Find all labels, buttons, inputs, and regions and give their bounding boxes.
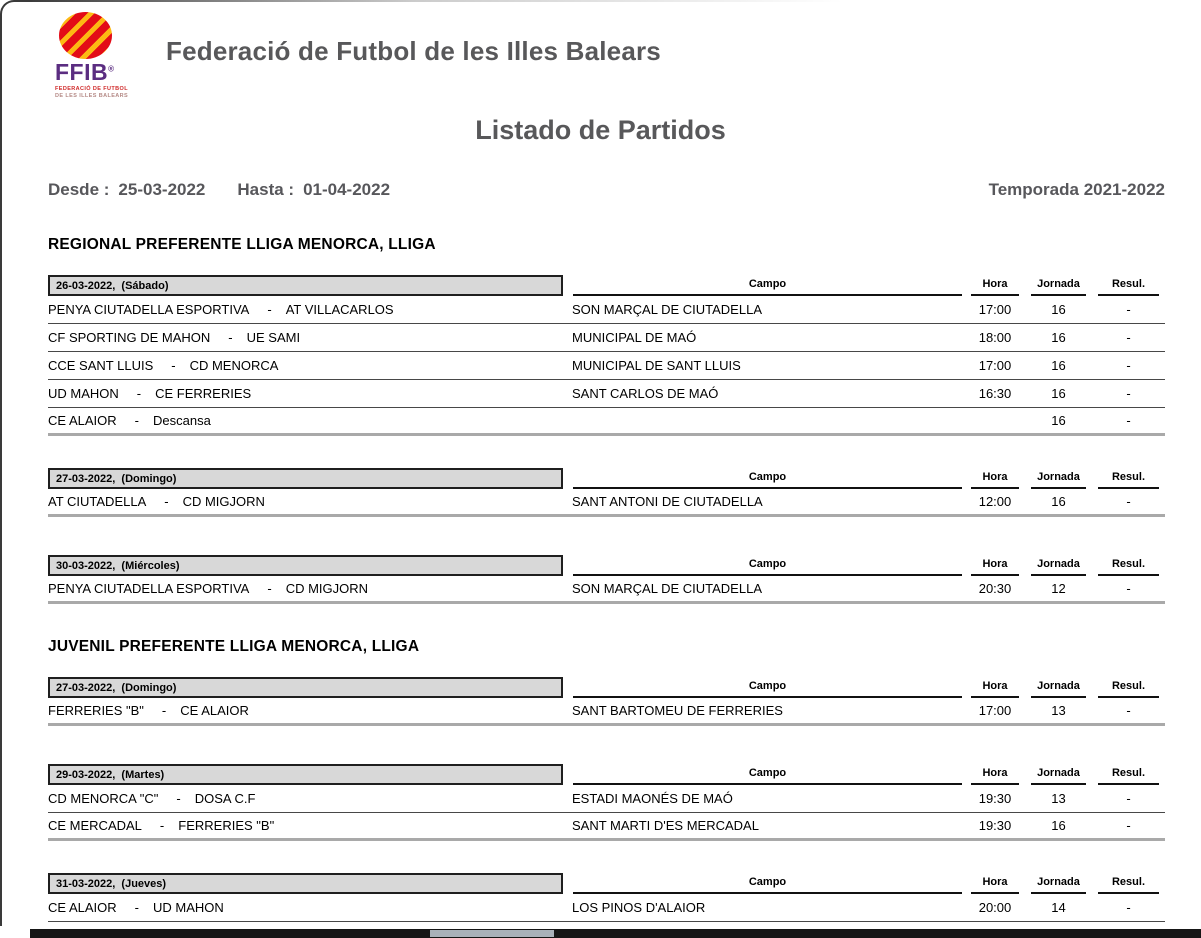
column-header-resul: Resul. (1098, 275, 1159, 296)
away-team: UE SAMI (246, 330, 301, 345)
date-label: 27-03-2022, (Domingo) (56, 472, 177, 485)
match-cell (48, 413, 570, 428)
away-team: UD MAHON (152, 900, 224, 915)
home-team: CE MERCADAL (48, 818, 142, 833)
date-label: 27-03-2022, (Domingo) (56, 681, 177, 694)
home-team: CE ALAIOR (48, 413, 117, 428)
jornada-cell: 13 (1051, 703, 1066, 718)
league-title-juvenil: JUVENIL PREFERENTE LLIGA MENORCA, LLIGA (48, 638, 420, 655)
column-header-resul: Resul. (1098, 555, 1159, 576)
match-cell (48, 900, 570, 915)
column-header-jornada: Jornada (1031, 275, 1086, 296)
table-header (48, 873, 1165, 894)
league-title-regional: REGIONAL PREFERENTE LLIGA MENORCA, LLIGA (48, 236, 436, 253)
hora-cell: 17:00 (978, 302, 1012, 317)
hora-cell: 16:30 (978, 386, 1012, 401)
vs-dash: - (134, 900, 139, 915)
match-row (48, 408, 1165, 436)
jornada-cell: 16 (1051, 386, 1066, 401)
match-cell (48, 703, 570, 718)
home-team: CF SPORTING DE MAHON (48, 330, 211, 345)
column-header-resul: Resul. (1098, 677, 1159, 698)
away-team: AT VILLACARLOS (285, 302, 394, 317)
away-team: CE ALAIOR (180, 703, 249, 718)
hora-cell: 20:30 (978, 581, 1012, 596)
date-label: 26-03-2022, (Sábado) (56, 279, 169, 292)
date-range-row (48, 180, 1165, 200)
vs-dash: - (267, 302, 272, 317)
ffib-logo-line1: FEDERACIÓ DE FUTBOL (55, 86, 128, 92)
date-header (48, 275, 563, 296)
resul-cell: - (1126, 358, 1131, 373)
column-header-jornada: Jornada (1031, 468, 1086, 489)
home-team: FERRERIES "B" (48, 703, 144, 718)
resul-cell: - (1126, 413, 1131, 428)
page-border-corner (0, 0, 32, 32)
match-row (48, 785, 1165, 813)
vs-dash: - (159, 818, 165, 833)
away-team: CE FERRERIES (155, 386, 252, 401)
resul-cell: - (1126, 302, 1131, 317)
resul-cell: - (1126, 330, 1131, 345)
resul-cell: - (1126, 900, 1131, 915)
home-team: CCE SANT LLUIS (48, 358, 154, 373)
hora-cell: 12:00 (978, 494, 1012, 509)
match-row (48, 324, 1165, 352)
date-header (48, 677, 563, 698)
match-cell (48, 330, 570, 345)
column-header-campo: Campo (573, 677, 962, 698)
match-table (48, 468, 1165, 517)
resul-cell: - (1126, 703, 1131, 718)
home-team: CE ALAIOR (48, 900, 117, 915)
column-header-campo: Campo (573, 555, 962, 576)
match-row (48, 894, 1165, 922)
page-border-top (26, 0, 886, 2)
column-header-hora: Hora (971, 468, 1019, 489)
date-label: 31-03-2022, (Jueves) (56, 877, 167, 890)
column-header-resul: Resul. (1098, 468, 1159, 489)
campo-cell: SANT MARTI D'ES MERCADAL (572, 818, 759, 833)
jornada-cell: 16 (1051, 494, 1066, 509)
vs-dash: - (228, 330, 233, 345)
match-cell (48, 302, 570, 317)
campo-cell: SANT ANTONI DE CIUTADELLA (572, 494, 763, 509)
document-body (48, 180, 1165, 922)
column-header-jornada: Jornada (1031, 555, 1086, 576)
column-header-campo: Campo (573, 764, 962, 785)
away-team: CD MIGJORN (182, 494, 265, 509)
horizontal-scrollbar-thumb[interactable] (430, 930, 554, 937)
column-header-hora: Hora (971, 275, 1019, 296)
column-header-resul: Resul. (1098, 873, 1159, 894)
match-row (48, 380, 1165, 408)
home-team: PENYA CIUTADELLA ESPORTIVA (48, 302, 250, 317)
match-row (48, 698, 1165, 726)
date-range (48, 180, 390, 200)
hora-cell: 17:00 (978, 703, 1012, 718)
jornada-cell: 13 (1051, 791, 1066, 806)
match-table (48, 555, 1165, 604)
table-header (48, 275, 1165, 296)
column-header-hora: Hora (971, 677, 1019, 698)
hora-cell: 19:30 (978, 791, 1012, 806)
vs-dash: - (164, 494, 169, 509)
resul-cell: - (1126, 581, 1131, 596)
column-header-campo: Campo (573, 873, 962, 894)
match-row (48, 813, 1165, 841)
horizontal-scrollbar-track[interactable] (30, 929, 1201, 938)
column-header-campo: Campo (573, 468, 962, 489)
campo-cell: MUNICIPAL DE MAÓ (572, 330, 697, 345)
document-title: Listado de Partidos (475, 115, 726, 145)
vs-dash: - (134, 413, 139, 428)
ffib-logo (55, 12, 130, 99)
away-team: CD MENORCA (189, 358, 279, 373)
date-header (48, 764, 563, 785)
match-row (48, 489, 1165, 517)
date-label: 30-03-2022, (Miércoles) (56, 559, 180, 572)
hasta-label: Hasta : (237, 180, 295, 199)
resul-cell: - (1126, 494, 1131, 509)
jornada-cell: 16 (1051, 358, 1066, 373)
campo-cell: SANT CARLOS DE MAÓ (572, 386, 719, 401)
match-cell (48, 818, 570, 833)
match-cell (48, 386, 570, 401)
match-table (48, 677, 1165, 726)
desde-label: Desde : (48, 180, 110, 199)
date-header-cell (48, 677, 570, 698)
ffib-acronym (55, 61, 130, 84)
home-team: PENYA CIUTADELLA ESPORTIVA (48, 581, 250, 596)
desde-value: 25-03-2022 (118, 180, 206, 199)
match-row (48, 296, 1165, 324)
vs-dash: - (267, 581, 272, 596)
column-header-jornada: Jornada (1031, 677, 1086, 698)
page-border-left (0, 26, 2, 926)
resul-cell: - (1126, 818, 1131, 833)
date-header-cell (48, 873, 570, 894)
date-header-cell (48, 764, 570, 785)
vs-dash: - (171, 358, 176, 373)
date-header (48, 873, 563, 894)
jornada-cell: 16 (1051, 330, 1066, 345)
ffib-acronym-text: FFIB (55, 59, 109, 85)
campo-cell: SON MARÇAL DE CIUTADELLA (572, 302, 762, 317)
vs-dash: - (136, 386, 142, 401)
column-header-jornada: Jornada (1031, 764, 1086, 785)
home-team: AT CIUTADELLA (48, 494, 147, 509)
table-header (48, 555, 1165, 576)
column-header-campo: Campo (573, 275, 962, 296)
column-header-resul: Resul. (1098, 764, 1159, 785)
home-team: CD MENORCA "C" (48, 791, 159, 806)
table-header (48, 677, 1165, 698)
match-table (48, 873, 1165, 922)
campo-cell: LOS PINOS D'ALAIOR (572, 900, 706, 915)
campo-cell: SANT BARTOMEU DE FERRERIES (572, 703, 783, 718)
column-header-hora: Hora (971, 555, 1019, 576)
table-header (48, 468, 1165, 489)
match-row (48, 576, 1165, 604)
jornada-cell: 16 (1051, 818, 1066, 833)
jornada-cell: 14 (1051, 900, 1066, 915)
column-header-hora: Hora (971, 764, 1019, 785)
jornada-cell: 16 (1051, 302, 1066, 317)
date-header-cell (48, 275, 570, 296)
temporada-label: Temporada 2021-2022 (988, 180, 1165, 199)
campo-cell: MUNICIPAL DE SANT LLUIS (572, 358, 741, 373)
ffib-ball-icon (59, 12, 112, 59)
match-cell (48, 358, 570, 373)
date-label: 29-03-2022, (Martes) (56, 768, 165, 781)
hora-cell: 18:00 (978, 330, 1012, 345)
match-cell (48, 791, 570, 806)
match-cell (48, 581, 570, 596)
jornada-cell: 16 (1051, 413, 1066, 428)
vs-dash: - (176, 791, 181, 806)
campo-cell: SON MARÇAL DE CIUTADELLA (572, 581, 762, 596)
away-team: DOSA C.F (194, 791, 256, 806)
table-header (48, 764, 1165, 785)
resul-cell: - (1126, 791, 1131, 806)
jornada-cell: 12 (1051, 581, 1066, 596)
campo-cell: ESTADI MAONÉS DE MAÓ (572, 791, 733, 806)
date-header (48, 468, 563, 489)
date-header (48, 555, 563, 576)
resul-cell: - (1126, 386, 1131, 401)
organization-title: Federació de Futbol de les Illes Balears (166, 36, 661, 66)
column-header-hora: Hora (971, 873, 1019, 894)
away-team: CD MIGJORN (285, 581, 369, 596)
match-table (48, 275, 1165, 436)
hora-cell: 17:00 (978, 358, 1012, 373)
match-row (48, 352, 1165, 380)
date-header-cell (48, 555, 570, 576)
home-team: UD MAHON (48, 386, 119, 401)
match-table (48, 764, 1165, 841)
column-header-jornada: Jornada (1031, 873, 1086, 894)
registered-mark: ® (108, 64, 115, 74)
match-cell (48, 494, 570, 509)
hasta-value: 01-04-2022 (303, 180, 391, 199)
vs-dash: - (161, 703, 167, 718)
ffib-logo-line2: DE LES ILLES BALEARS (55, 93, 129, 99)
hora-cell: 19:30 (978, 818, 1012, 833)
document-header (0, 0, 1201, 99)
away-team: Descansa (152, 413, 211, 428)
date-header-cell (48, 468, 570, 489)
away-team: FERRERIES "B" (178, 818, 275, 833)
hora-cell: 20:00 (978, 900, 1012, 915)
